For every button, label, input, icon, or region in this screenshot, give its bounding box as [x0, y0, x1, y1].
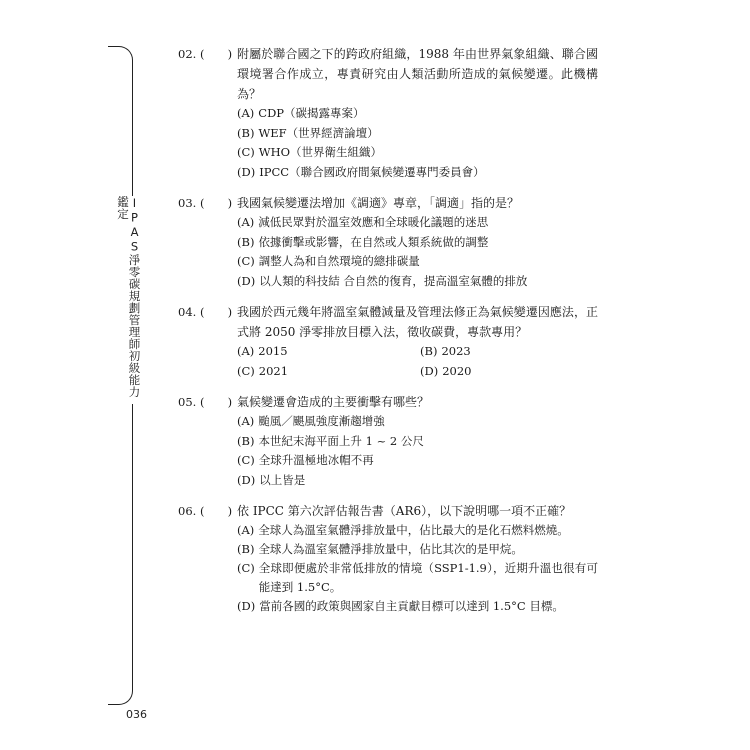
option-text: 全球升溫極地冰帽不再: [258, 453, 374, 467]
option-list: [237, 104, 598, 182]
question-number-05: 05. ( ): [178, 395, 233, 409]
option-text: 2015: [258, 344, 288, 358]
page-number: 036: [126, 708, 147, 721]
option-text: 2023: [441, 344, 471, 358]
option-text: 2020: [442, 363, 472, 378]
option-text: 當前各國的政策與國家自主貢獻目標可以達到 1.5°C 目標。: [259, 599, 564, 613]
option-text: 以上皆是: [259, 472, 306, 487]
question-05: [178, 392, 598, 490]
option-letter: (B): [237, 433, 255, 448]
option-letter: (D): [237, 273, 256, 288]
option-text: 全球人為溫室氣體淨排放量中，佔比其次的是甲烷。: [258, 542, 523, 556]
option-a: [237, 412, 598, 432]
option-a: [237, 104, 598, 124]
option-letter: (A): [237, 344, 255, 358]
option-d: [237, 163, 598, 183]
option-list: [237, 521, 598, 616]
question-02: [178, 44, 598, 182]
option-letter: (A): [237, 215, 255, 229]
option-d: [237, 272, 598, 292]
option-a: [237, 521, 598, 540]
option-text: 以人類的科技結 合自然的復育，提高溫室氣體的排放: [259, 273, 528, 288]
option-a: [237, 342, 420, 362]
option-d: [237, 597, 598, 616]
option-list: [237, 412, 598, 490]
option-letter: (B): [237, 542, 255, 556]
option-b: [420, 342, 603, 362]
option-letter: (B): [237, 125, 255, 140]
option-b: [237, 124, 598, 144]
option-text: 全球即便處於非常低排放的情境（SSP1-1.9），近期升溫也很有可能達到 1.5°C。: [258, 561, 598, 594]
option-c: [237, 451, 598, 471]
option-d: [420, 362, 603, 382]
option-b: [237, 540, 598, 559]
question-04: [178, 302, 598, 381]
side-label-container: [114, 196, 142, 404]
option-letter: (C): [237, 363, 255, 378]
question-03: [178, 193, 598, 291]
side-label: IPAS淨零碳規劃管理師初級能力鑑定: [116, 196, 142, 398]
option-letter: (B): [420, 344, 438, 358]
option-letter: (C): [237, 453, 255, 467]
question-text: 氣候變遷會造成的主要衝擊有哪些？: [237, 395, 430, 409]
question-list: [178, 44, 598, 627]
option-text: 減低民眾對於溫室效應和全球暖化議題的迷思: [258, 215, 489, 229]
question-text: 我國氣候變遷法增加《調適》專章，「調適」指的是？: [237, 196, 520, 210]
question-number-02: 02. ( ): [178, 47, 233, 61]
option-a: [237, 213, 598, 233]
option-letter: (C): [237, 561, 255, 575]
option-text: 颱風／颶風強度漸趨增強: [258, 414, 385, 428]
option-d: [237, 471, 598, 491]
option-letter: (C): [237, 254, 255, 268]
option-text: CDP（碳揭露專案）: [258, 106, 365, 120]
question-06: [178, 501, 598, 616]
option-letter: (D): [237, 599, 256, 613]
question-number-03: 03. ( ): [178, 196, 233, 210]
option-letter: (A): [237, 414, 255, 428]
option-c: [237, 143, 598, 163]
option-text: WEF（世界經濟論壇）: [258, 125, 379, 140]
option-text: WHO（世界衛生組織）: [258, 145, 383, 159]
option-letter: (A): [237, 523, 255, 537]
option-letter: (C): [237, 145, 255, 159]
option-text: 本世紀末海平面上升 1 ~ 2 公尺: [258, 433, 424, 448]
option-b: [237, 233, 598, 253]
option-c: [237, 362, 420, 382]
option-c: [237, 559, 598, 597]
question-text: 依 IPCC 第六次評估報告書（AR6），以下說明哪一項不正確？: [237, 504, 572, 518]
option-list: [237, 342, 598, 381]
option-text: 依據衝擊或影響，在自然或人類系統做的調整: [258, 234, 489, 249]
option-text: 調整人為和自然環境的總排碳量: [258, 254, 420, 268]
option-c: [237, 252, 598, 272]
question-text: 附屬於聯合國之下的跨政府組織，1988 年由世界氣象組織、聯合國環境署合作成立，專責研究由人類活動所造成的氣候變遷。此機構為？: [237, 47, 598, 101]
question-number-04: 04. ( ): [178, 305, 233, 319]
option-letter: (D): [420, 363, 439, 378]
option-list: [237, 213, 598, 291]
question-text: 我國於西元幾年將溫室氣體減量及管理法修正為氣候變遷因應法，正式將 2050 淨零排放目標入法，徵收碳費，專款專用？: [237, 305, 598, 339]
option-letter: (D): [237, 472, 256, 487]
option-letter: (A): [237, 106, 255, 120]
option-letter: (B): [237, 234, 255, 249]
option-text: IPCC（聯合國政府間氣候變遷專門委員會）: [259, 164, 485, 179]
option-letter: (D): [237, 164, 256, 179]
option-b: [237, 432, 598, 452]
option-text: 2021: [258, 363, 289, 378]
option-text: 全球人為溫室氣體淨排放量中，佔比最大的是化石燃料燃燒。: [258, 523, 569, 537]
question-number-06: 06. ( ): [178, 504, 233, 518]
